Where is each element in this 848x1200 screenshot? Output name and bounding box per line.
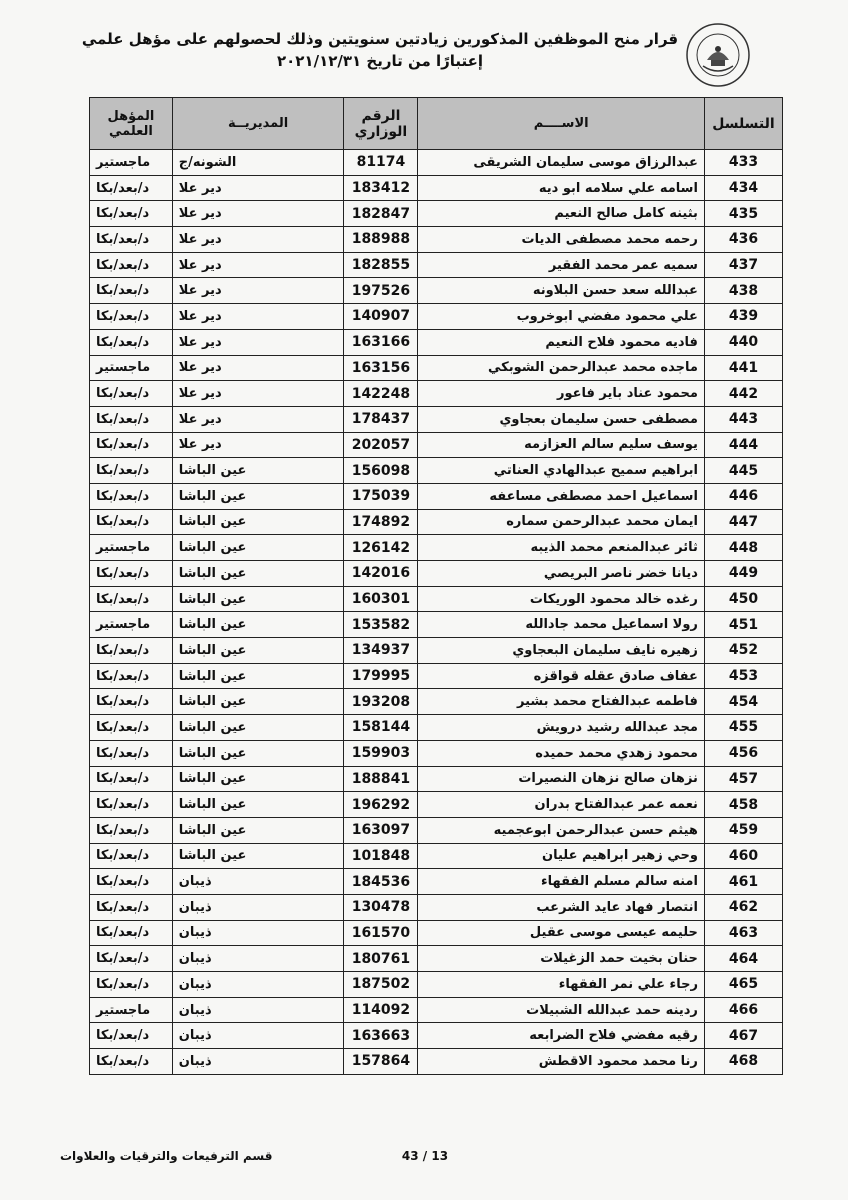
cell-directorate: عين الباشا <box>172 638 344 664</box>
cell-number: 101848 <box>344 843 418 869</box>
cell-seq: 435 <box>704 201 782 227</box>
table-row <box>90 150 783 176</box>
cell-seq: 440 <box>704 329 782 355</box>
cell-seq: 450 <box>704 586 782 612</box>
header-directorate: المديريــة <box>172 98 344 150</box>
cell-directorate: ذيبان <box>172 997 344 1023</box>
cell-qualification: د/بعد/بكا <box>90 663 173 689</box>
cell-directorate: عين الباشا <box>172 843 344 869</box>
cell-seq: 452 <box>704 638 782 664</box>
table-row <box>90 509 783 535</box>
cell-name: محمود عناد باير فاعور <box>418 381 705 407</box>
cell-name: وحي زهير ابراهيم عليان <box>418 843 705 869</box>
cell-seq: 446 <box>704 483 782 509</box>
cell-directorate: عين الباشا <box>172 715 344 741</box>
cell-directorate: عين الباشا <box>172 740 344 766</box>
cell-number: 142016 <box>344 561 418 587</box>
cell-qualification: د/بعد/بكا <box>90 1023 173 1049</box>
cell-directorate: ذيبان <box>172 894 344 920</box>
table-row <box>90 175 783 201</box>
cell-seq: 442 <box>704 381 782 407</box>
cell-number: 187502 <box>344 972 418 998</box>
cell-qualification: د/بعد/بكا <box>90 766 173 792</box>
cell-qualification: د/بعد/بكا <box>90 304 173 330</box>
cell-name: ديانا خضر ناصر البريصي <box>418 561 705 587</box>
cell-qualification: د/بعد/بكا <box>90 329 173 355</box>
cell-directorate: ذيبان <box>172 972 344 998</box>
cell-directorate: ذيبان <box>172 946 344 972</box>
cell-seq: 439 <box>704 304 782 330</box>
cell-directorate: دير علا <box>172 175 344 201</box>
cell-qualification: ماجستير <box>90 150 173 176</box>
cell-number: 188988 <box>344 227 418 253</box>
cell-number: 134937 <box>344 638 418 664</box>
cell-name: ايمان محمد عبدالرحمن سماره <box>418 509 705 535</box>
cell-qualification: د/بعد/بكا <box>90 278 173 304</box>
cell-name: نزهان صالح نزهان النصيرات <box>418 766 705 792</box>
cell-name: رجاء علي نمر الفقهاء <box>418 972 705 998</box>
cell-number: 160301 <box>344 586 418 612</box>
cell-number: 188841 <box>344 766 418 792</box>
cell-directorate: دير علا <box>172 201 344 227</box>
cell-name: ابراهيم سميح عبدالهادي العناتي <box>418 458 705 484</box>
cell-name: زهيره نايف سليمان البعجاوي <box>418 638 705 664</box>
cell-number: 178437 <box>344 406 418 432</box>
cell-qualification: د/بعد/بكا <box>90 817 173 843</box>
cell-directorate: ذيبان <box>172 1023 344 1049</box>
cell-name: يوسف سليم سالم العزازمه <box>418 432 705 458</box>
cell-seq: 463 <box>704 920 782 946</box>
cell-qualification: د/بعد/بكا <box>90 689 173 715</box>
table-row <box>90 586 783 612</box>
table-row <box>90 227 783 253</box>
cell-number: 163097 <box>344 817 418 843</box>
document-header <box>80 28 680 72</box>
cell-directorate: عين الباشا <box>172 766 344 792</box>
cell-qualification: د/بعد/بكا <box>90 843 173 869</box>
cell-directorate: عين الباشا <box>172 458 344 484</box>
table-row <box>90 792 783 818</box>
cell-seq: 434 <box>704 175 782 201</box>
ministry-seal-icon <box>685 22 751 88</box>
header-name: الاســــم <box>418 98 705 150</box>
table-header-row <box>90 98 783 150</box>
table-row <box>90 381 783 407</box>
cell-number: 114092 <box>344 997 418 1023</box>
cell-seq: 443 <box>704 406 782 432</box>
cell-number: 193208 <box>344 689 418 715</box>
cell-seq: 448 <box>704 535 782 561</box>
cell-qualification: ماجستير <box>90 997 173 1023</box>
cell-name: عبدالرزاق موسى سليمان الشريقى <box>418 150 705 176</box>
cell-qualification: ماجستير <box>90 535 173 561</box>
table-row <box>90 483 783 509</box>
table-row <box>90 612 783 638</box>
cell-qualification: د/بعد/بكا <box>90 920 173 946</box>
cell-seq: 460 <box>704 843 782 869</box>
cell-qualification: د/بعد/بكا <box>90 894 173 920</box>
cell-seq: 444 <box>704 432 782 458</box>
cell-seq: 433 <box>704 150 782 176</box>
cell-directorate: عين الباشا <box>172 612 344 638</box>
cell-name: مصطفى حسن سليمان بعجاوي <box>418 406 705 432</box>
cell-seq: 467 <box>704 1023 782 1049</box>
cell-qualification: د/بعد/بكا <box>90 972 173 998</box>
cell-name: فاطمه عبدالفتاح محمد بشير <box>418 689 705 715</box>
table-row <box>90 1049 783 1075</box>
cell-name: مجد عبدالله رشيد درويش <box>418 715 705 741</box>
table-row <box>90 432 783 458</box>
cell-number: 174892 <box>344 509 418 535</box>
cell-seq: 465 <box>704 972 782 998</box>
table-row <box>90 561 783 587</box>
cell-number: 126142 <box>344 535 418 561</box>
cell-qualification: د/بعد/بكا <box>90 252 173 278</box>
table-row <box>90 458 783 484</box>
table-row <box>90 1023 783 1049</box>
cell-seq: 464 <box>704 946 782 972</box>
table-row <box>90 843 783 869</box>
cell-number: 159903 <box>344 740 418 766</box>
cell-directorate: ذيبان <box>172 1049 344 1075</box>
document-title: قرار منح الموظفين المذكورين زيادتين سنويتين وذلك لحصولهم على مؤهل علمي <box>81 30 679 48</box>
cell-number: 196292 <box>344 792 418 818</box>
cell-directorate: الشونه/ج <box>172 150 344 176</box>
cell-directorate: عين الباشا <box>172 561 344 587</box>
cell-number: 180761 <box>344 946 418 972</box>
cell-number: 157864 <box>344 1049 418 1075</box>
cell-number: 197526 <box>344 278 418 304</box>
table-row <box>90 304 783 330</box>
cell-directorate: عين الباشا <box>172 689 344 715</box>
cell-qualification: د/بعد/بكا <box>90 175 173 201</box>
cell-directorate: دير علا <box>172 304 344 330</box>
cell-seq: 454 <box>704 689 782 715</box>
cell-name: نعمه عمر عبدالفتاح بدران <box>418 792 705 818</box>
table-row <box>90 740 783 766</box>
table-row <box>90 406 783 432</box>
cell-qualification: د/بعد/بكا <box>90 509 173 535</box>
cell-seq: 466 <box>704 997 782 1023</box>
cell-name: ماجده محمد عبدالرحمن الشوبكي <box>418 355 705 381</box>
cell-seq: 458 <box>704 792 782 818</box>
cell-seq: 457 <box>704 766 782 792</box>
cell-name: رحمه محمد مصطفى الديات <box>418 227 705 253</box>
cell-name: بثينه كامل صالح النعيم <box>418 201 705 227</box>
cell-number: 184536 <box>344 869 418 895</box>
cell-qualification: ماجستير <box>90 612 173 638</box>
cell-seq: 447 <box>704 509 782 535</box>
cell-name: اسماعيل احمد مصطفى مساعفه <box>418 483 705 509</box>
cell-name: سميه عمر محمد الفقير <box>418 252 705 278</box>
cell-seq: 441 <box>704 355 782 381</box>
cell-qualification: د/بعد/بكا <box>90 638 173 664</box>
table-row <box>90 329 783 355</box>
cell-qualification: د/بعد/بكا <box>90 715 173 741</box>
cell-qualification: د/بعد/بكا <box>90 561 173 587</box>
cell-directorate: دير علا <box>172 355 344 381</box>
cell-seq: 461 <box>704 869 782 895</box>
cell-directorate: دير علا <box>172 432 344 458</box>
cell-qualification: د/بعد/بكا <box>90 586 173 612</box>
table-row <box>90 894 783 920</box>
cell-directorate: دير علا <box>172 252 344 278</box>
cell-number: 183412 <box>344 175 418 201</box>
cell-seq: 462 <box>704 894 782 920</box>
cell-directorate: عين الباشا <box>172 535 344 561</box>
cell-name: فاديه محمود فلاح النعيم <box>418 329 705 355</box>
cell-directorate: عين الباشا <box>172 663 344 689</box>
cell-number: 182855 <box>344 252 418 278</box>
table-row <box>90 946 783 972</box>
cell-directorate: عين الباشا <box>172 509 344 535</box>
cell-directorate: دير علا <box>172 406 344 432</box>
cell-directorate: دير علا <box>172 278 344 304</box>
cell-number: 156098 <box>344 458 418 484</box>
cell-name: حليمه عيسى موسى عقيل <box>418 920 705 946</box>
cell-name: عبدالله سعد حسن البلاونه <box>418 278 705 304</box>
cell-name: علي محمود مفضي ابوخروب <box>418 304 705 330</box>
cell-qualification: د/بعد/بكا <box>90 1049 173 1075</box>
table-row <box>90 638 783 664</box>
cell-number: 153582 <box>344 612 418 638</box>
cell-number: 182847 <box>344 201 418 227</box>
cell-qualification: د/بعد/بكا <box>90 740 173 766</box>
cell-seq: 455 <box>704 715 782 741</box>
cell-qualification: د/بعد/بكا <box>90 458 173 484</box>
cell-name: ثائر عبدالمنعم محمد الذيبه <box>418 535 705 561</box>
cell-seq: 436 <box>704 227 782 253</box>
cell-number: 142248 <box>344 381 418 407</box>
table-row <box>90 689 783 715</box>
cell-name: رنا محمد محمود الاقطش <box>418 1049 705 1075</box>
cell-number: 175039 <box>344 483 418 509</box>
cell-directorate: عين الباشا <box>172 586 344 612</box>
cell-seq: 456 <box>704 740 782 766</box>
cell-name: عفاف صادق عقله قواقزه <box>418 663 705 689</box>
table-row <box>90 766 783 792</box>
cell-seq: 445 <box>704 458 782 484</box>
employees-table <box>89 97 783 1075</box>
table-row <box>90 869 783 895</box>
cell-directorate: عين الباشا <box>172 792 344 818</box>
header-number: الرقم الوزاري <box>344 98 418 150</box>
cell-number: 163663 <box>344 1023 418 1049</box>
cell-qualification: د/بعد/بكا <box>90 227 173 253</box>
cell-number: 163156 <box>344 355 418 381</box>
cell-name: حنان بخيت حمد الزغيلات <box>418 946 705 972</box>
cell-name: اسامه علي سلامه ابو ديه <box>418 175 705 201</box>
cell-number: 202057 <box>344 432 418 458</box>
table-row <box>90 278 783 304</box>
document-effective-date: إعتبارًا من تاريخ ٢٠٢١/١٢/٣١ <box>276 52 484 70</box>
cell-name: رغده خالد محمود الوريكات <box>418 586 705 612</box>
table-row <box>90 715 783 741</box>
cell-name: ردينه حمد عبدالله الشبيلات <box>418 997 705 1023</box>
table-row <box>90 920 783 946</box>
cell-seq: 459 <box>704 817 782 843</box>
department-footer: قسم الترفيعات والترقيات والعلاوات <box>60 1149 273 1163</box>
cell-directorate: دير علا <box>172 329 344 355</box>
cell-number: 130478 <box>344 894 418 920</box>
cell-directorate: ذيبان <box>172 869 344 895</box>
cell-qualification: د/بعد/بكا <box>90 201 173 227</box>
cell-number: 158144 <box>344 715 418 741</box>
cell-name: هيثم حسن عبدالرحمن ابوعجميه <box>418 817 705 843</box>
cell-seq: 438 <box>704 278 782 304</box>
cell-qualification: د/بعد/بكا <box>90 483 173 509</box>
cell-qualification: ماجستير <box>90 355 173 381</box>
table-row <box>90 535 783 561</box>
cell-number: 81174 <box>344 150 418 176</box>
cell-name: محمود زهدي محمد حميده <box>418 740 705 766</box>
cell-qualification: د/بعد/بكا <box>90 792 173 818</box>
cell-seq: 468 <box>704 1049 782 1075</box>
cell-number: 179995 <box>344 663 418 689</box>
table-row <box>90 252 783 278</box>
cell-directorate: عين الباشا <box>172 817 344 843</box>
cell-name: رولا اسماعيل محمد جادالله <box>418 612 705 638</box>
cell-seq: 449 <box>704 561 782 587</box>
table-row <box>90 201 783 227</box>
table-row <box>90 997 783 1023</box>
cell-seq: 437 <box>704 252 782 278</box>
cell-qualification: د/بعد/بكا <box>90 406 173 432</box>
cell-seq: 453 <box>704 663 782 689</box>
cell-name: رقيه مفضي فلاح الضرابعه <box>418 1023 705 1049</box>
table-row <box>90 972 783 998</box>
cell-qualification: د/بعد/بكا <box>90 869 173 895</box>
table-row <box>90 355 783 381</box>
cell-qualification: د/بعد/بكا <box>90 381 173 407</box>
cell-seq: 451 <box>704 612 782 638</box>
cell-number: 140907 <box>344 304 418 330</box>
cell-number: 161570 <box>344 920 418 946</box>
table-row <box>90 817 783 843</box>
cell-qualification: د/بعد/بكا <box>90 432 173 458</box>
cell-number: 163166 <box>344 329 418 355</box>
cell-name: امنه سالم مسلم الفقهاء <box>418 869 705 895</box>
cell-directorate: ذيبان <box>172 920 344 946</box>
table-row <box>90 663 783 689</box>
cell-directorate: دير علا <box>172 381 344 407</box>
header-seq: التسلسل <box>704 98 782 150</box>
page-number: 43 / 13 <box>401 1149 449 1163</box>
cell-directorate: عين الباشا <box>172 483 344 509</box>
header-qualification: المؤهل العلمي <box>90 98 173 150</box>
cell-directorate: دير علا <box>172 227 344 253</box>
cell-name: انتصار فهاد عايد الشرعب <box>418 894 705 920</box>
cell-qualification: د/بعد/بكا <box>90 946 173 972</box>
